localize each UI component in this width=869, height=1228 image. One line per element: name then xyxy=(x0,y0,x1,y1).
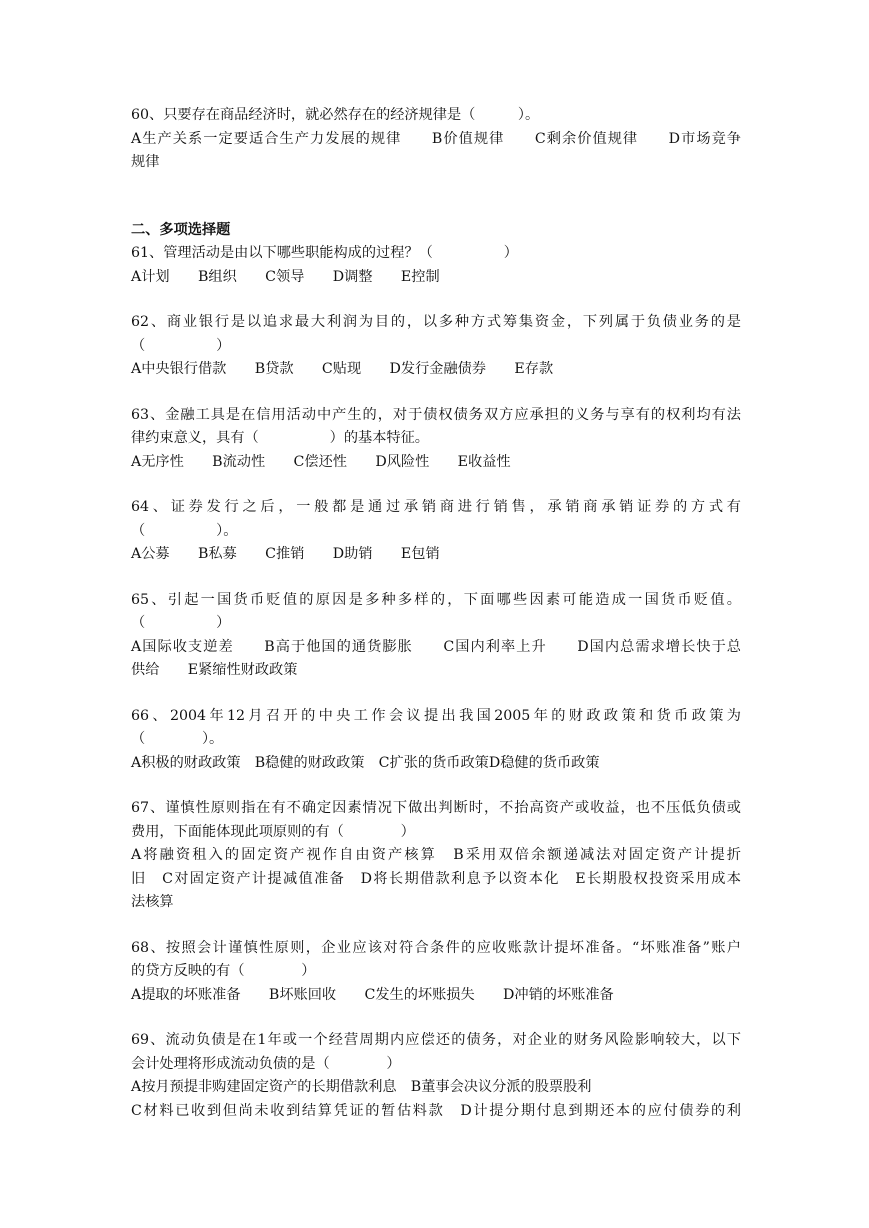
question-64-options: A公募 B私募 C推销 D助销 E包销 xyxy=(131,546,440,562)
question-66-options: A积极的财政政策 B稳健的财政政策 C扩张的货币政策D稳健的货币政策 xyxy=(131,754,600,771)
question-62 xyxy=(131,311,741,382)
question-65-options: A国际收支逆差 B高于他国的通货膨胀 C国内利率上升 D国内总需求增长快于总 xyxy=(131,638,741,655)
question-64 xyxy=(131,496,741,567)
question-64-stem: 64、证券发行之后，一般都是通过承销商进行销售，承销商承销证券的方式有 xyxy=(131,499,741,515)
question-61-options: A计划 B组织 C领导 D调整 E控制 xyxy=(131,268,440,285)
question-63-stem: 63、金融工具是在信用活动中产生的，对于债权债务双方应承担的义务与享有的权利均有法 xyxy=(131,406,741,423)
question-66-stem-cont: （ ）。 xyxy=(131,731,224,747)
question-63 xyxy=(131,404,741,475)
question-60-options-cont: 规律 xyxy=(131,154,160,170)
question-61 xyxy=(131,242,741,289)
question-65-stem: 65、引起一国货币贬值的原因是多种多样的，下面哪些因素可能造成一国货币贬值。 xyxy=(131,591,741,608)
question-60-options: A生产关系一定要适合生产力发展的规律 B价值规律 C剩余价值规律 D市场竞争 xyxy=(131,130,741,147)
spacer xyxy=(131,683,741,705)
question-69-stem: 69、流动负债是在1年或一个经营周期内应偿还的债务，对企业的财务风险影响较大，以下 xyxy=(131,1032,741,1048)
question-68-options: A提取的坏账准备 B坏账回收 C发生的坏账损失 D冲销的坏账准备 xyxy=(131,986,614,1003)
question-60-stem: 60、只要存在商品经济时，就必然存在的经济规律是（ ）。 xyxy=(131,107,540,123)
spacer xyxy=(131,1007,741,1029)
question-68-stem-cont: 的贷方反映的有（ ） xyxy=(131,963,316,979)
question-65-options-cont: 供给 E紧缩性财政政策 xyxy=(131,662,298,678)
question-67 xyxy=(131,797,741,915)
question-64-stem-cont: （ ）。 xyxy=(131,522,238,539)
spacer xyxy=(131,175,741,219)
question-62-options: A中央银行借款 B贷款 C贴现 D发行金融债券 E存款 xyxy=(131,361,554,377)
question-60 xyxy=(131,104,741,175)
question-67-stem-cont: 费用，下面能体现此项原则的有（ ） xyxy=(131,823,415,840)
spacer xyxy=(131,567,741,589)
question-67-options-cont: 旧 C对固定资产计提减值准备 D将长期借款利息予以资本化 E长期股权投资采用成本 xyxy=(131,870,741,887)
question-62-stem: 62、商业银行是以追求最大利润为目的，以多种方式筹集资金，下列属于负债业务的是 xyxy=(131,314,741,330)
question-69-options-cont: C材料已收到但尚未收到结算凭证的暂估料款 D计提分期付息到期还本的应付债券的利 xyxy=(131,1102,741,1119)
question-65-stem-cont: （ ） xyxy=(131,615,231,631)
spacer xyxy=(131,382,741,404)
question-61-stem: 61、管理活动是由以下哪些职能构成的过程？（ ） xyxy=(131,245,518,261)
question-66 xyxy=(131,705,741,776)
question-68 xyxy=(131,937,741,1008)
question-67-stem: 67、谨慎性原则指在有不确定因素情况下做出判断时，不抬高资产或收益，也不压低负债或 xyxy=(131,800,741,816)
question-67-options-end: 法核算 xyxy=(131,894,174,910)
spacer xyxy=(131,915,741,937)
spacer xyxy=(131,289,741,311)
section-title: 二、多项选择题 xyxy=(131,221,231,238)
document-page xyxy=(131,104,741,1123)
spacer xyxy=(131,474,741,496)
question-62-stem-cont: （ ） xyxy=(131,337,231,354)
spacer xyxy=(131,775,741,797)
question-63-options: A无序性 B流动性 C偿还性 D风险性 E收益性 xyxy=(131,453,511,470)
question-68-stem: 68、按照会计谨慎性原则，企业应该对符合条件的应收账款计提坏准备。“坏账准备”账户 xyxy=(131,939,741,956)
question-65 xyxy=(131,589,741,683)
question-63-stem-cont: 律约束意义，具有（ ）的基本特征。 xyxy=(131,430,429,446)
question-69-options: A按月预提非购建固定资产的长期借款利息 B董事会决议分派的股票股利 xyxy=(131,1079,592,1095)
question-69-stem-cont: 会计处理将形成流动负债的是（ ） xyxy=(131,1055,401,1072)
question-67-options: A将融资租入的固定资产视作自由资产核算 B采用双倍余额递减法对固定资产计提折 xyxy=(131,847,741,863)
question-69 xyxy=(131,1029,741,1123)
question-66-stem: 66、2004年12月召开的中央工作会议提出我国2005年的财政政策和货币政策为 xyxy=(131,707,741,724)
